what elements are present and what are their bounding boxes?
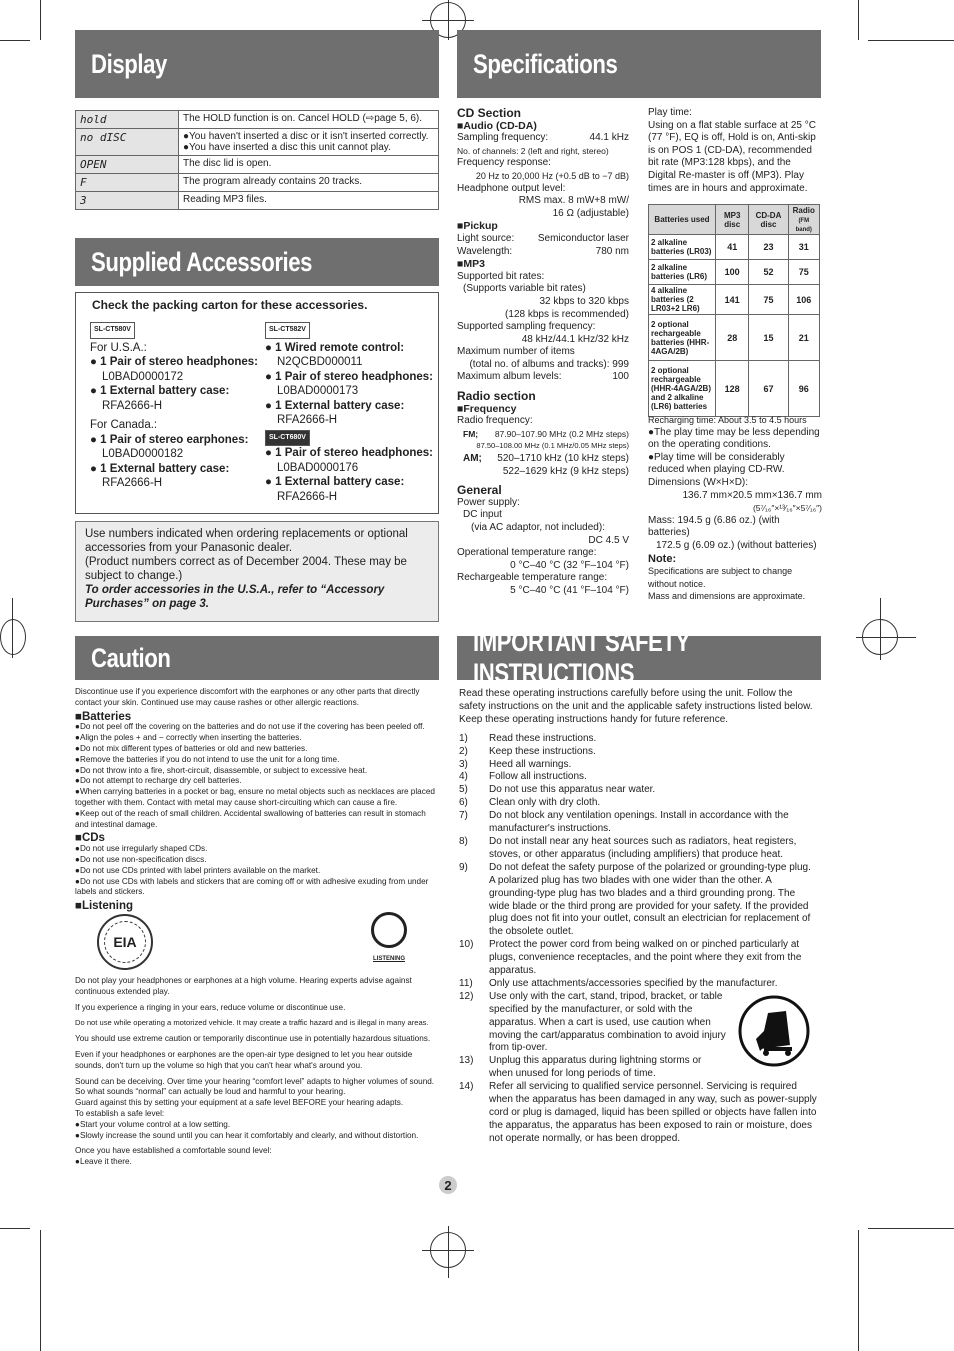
list-item: 5) Do not use this apparatus near water. <box>459 784 656 796</box>
safety-section <box>459 688 817 1146</box>
specifications-banner <box>457 30 821 98</box>
eia-logo <box>97 914 153 970</box>
region-canada: For Canada.: <box>90 419 158 431</box>
spec-text: Note: <box>648 552 677 565</box>
spec-text: ●Play time will be considerably reduced when playing CD-RW. <box>648 451 785 476</box>
accessory-item: ● 1 External battery case: <box>265 476 405 488</box>
table-row: 2 alkaline batteries (LR6) 100 52 75 <box>649 260 820 285</box>
spec-text: 0 °C–40 °C (32 °F–104 °F) <box>510 559 629 571</box>
page-number: 2 <box>439 1176 457 1194</box>
spec-text: (total no. of albums and tracks): 999 <box>469 358 629 370</box>
spec-row: Wavelength: 780 nm <box>457 245 629 257</box>
accessory-code: L0BAD0000176 <box>277 461 359 474</box>
list-item: ●When carrying batteries in a pocket or bag, ensure no metal objects such as necklaces are placed together with them. Contact with metal may cause short-circuiting which can cause a fire. <box>75 787 435 807</box>
list-item: ●Slowly increase the sound until you can hear it comfortably and clearly, and without distortion. <box>75 1130 419 1140</box>
table-row <box>76 156 439 174</box>
list-item: ●Start your volume control at a low setting. <box>75 1119 231 1129</box>
crop-mark <box>868 40 954 41</box>
crop-mark <box>858 1230 859 1351</box>
spec-heading: Radio section <box>457 389 536 404</box>
accessory-item: ● 1 Pair of stereo headphones: <box>90 356 259 368</box>
display-text: The disc lid is open. <box>179 156 439 174</box>
accessory-item: ● 1 Pair of stereo headphones: <box>265 370 434 383</box>
caution-text: If you experience a ringing in your ears, reduce volume or discontinue use. <box>75 1002 346 1012</box>
list-item: ●Do not mix different types of batteries or old and new batteries. <box>75 743 308 753</box>
crop-mark <box>0 40 30 41</box>
specs-col-2-bottom <box>648 414 822 603</box>
spec-heading: General <box>457 483 502 498</box>
spec-text: 5 °C–40 °C (41 °F–104 °F) <box>510 584 629 596</box>
note-text: To order accessories in the U.S.A., refer to “Accessory Purchases” on page 3. <box>85 584 385 610</box>
accessory-item: ● 1 External battery case: <box>90 385 230 397</box>
spec-text: (5⁷⁄₁₆″×¹³⁄₁₆″×5⁷⁄₁₆″) <box>752 503 822 514</box>
accessories-title: Supplied Accessories <box>91 246 313 277</box>
list-item: 4) Follow all instructions. <box>459 771 587 783</box>
accessory-code: RFA2666-H <box>102 399 163 412</box>
spec-subheading: ■Audio (CD-DA) <box>457 119 537 132</box>
crop-mark <box>40 1230 41 1351</box>
accessory-code: L0BAD0000172 <box>102 370 184 383</box>
registration-mark <box>880 598 881 660</box>
spec-text: DC 4.5 V <box>588 534 629 546</box>
column-header: Radio (FM band) <box>788 205 819 235</box>
table-row <box>76 129 439 156</box>
specs-col-2 <box>648 107 820 195</box>
spec-text: Mass: 194.5 g (6.86 oz.) (with batteries) <box>648 514 780 539</box>
accessories-note <box>75 521 439 622</box>
column-header: MP3 disc <box>716 205 749 235</box>
spec-text: Using on a flat stable surface at 25 °C (77 °F), EQ is off, Hold is on, Anti-skip is on POS 1 (CD-DA), recommended bit rate (MP3:128 kbps), and the Digital Re-master is off (MP3). Play times are in hours and approximate. <box>648 119 816 194</box>
display-text: ●You haven't inserted a disc or it isn't inserted correctly. ●You have inserted a disc this unit cannot play. <box>179 129 439 156</box>
note-text: (Product numbers correct as of December 2004. These may be subject to change.) <box>85 556 407 582</box>
list-item: ●Keep out of the reach of small children. Accidental swallowing of batteries can result in stomach and intestinal damage. <box>75 808 426 829</box>
list-item: 3) Heed all warnings. <box>459 758 572 770</box>
accessory-code: L0BAD0000182 <box>102 448 184 460</box>
accessory-item: ● 1 Pair of stereo headphones: <box>265 447 434 459</box>
spec-text: 87.50–108.00 MHz (0.1 MHz/0.05 MHz steps) <box>476 441 629 451</box>
list-item: 7) Do not block any ventilation openings. Install in accordance with the manufacturer's instructions. <box>459 810 789 835</box>
table-row: 2 optional rechargeable (HHR-4AGA/2B) and 2 alkaline (LR6) batteries 128 67 96 <box>649 361 820 417</box>
column-header: CD-DA disc <box>749 205 788 235</box>
column-header: Batteries used <box>649 205 716 235</box>
spec-row: Light source: Semiconductor laser <box>457 232 629 244</box>
caution-banner <box>75 636 439 680</box>
accessories-col-right <box>265 321 437 504</box>
spec-heading: CD Section <box>457 106 522 120</box>
accessory-code: L0BAD0000173 <box>277 385 359 397</box>
spec-text: (128 kbps is recommended) <box>505 308 629 320</box>
spec-text: Frequency response: <box>457 157 551 169</box>
list-item: ●Remove the batteries if you do not intend to use the unit for a long time. <box>75 754 340 764</box>
display-code: F <box>76 174 179 192</box>
eia-logo-text: EIA <box>113 933 137 950</box>
spec-text: Power supply: <box>457 496 520 508</box>
list-item: 11) Only use attachments/accessories specified by the manufacturer. <box>459 977 778 989</box>
accessories-banner <box>75 238 439 286</box>
spec-text: 136.7 mm×20.5 mm×136.7 mm <box>682 489 822 501</box>
list-item: 10) Protect the power cord from being walked on or pinched particularly at plugs, convenience receptacles, and the point where they exit from the apparatus. <box>459 939 802 977</box>
table-header-row <box>649 205 820 235</box>
list-item: ●Do not attempt to recharge dry cell batteries. <box>75 776 242 786</box>
spec-row: Maximum album levels: 100 <box>457 371 629 383</box>
spec-text: Supported sampling frequency: <box>457 321 596 333</box>
display-code: no dISC <box>76 129 179 156</box>
crop-mark <box>868 1228 954 1229</box>
spec-text: 20 Hz to 20,000 Hz (+0.5 dB to −7 dB) <box>475 170 629 181</box>
spec-subheading: ■MP3 <box>457 258 485 271</box>
caution-text: Even if your headphones or earphones are the open-air type designed to let you hear outside sounds, don't turn up the volume so high that you can't hear what's around you. <box>75 1049 413 1070</box>
caution-text: To establish a safe level: <box>75 1108 165 1118</box>
listening-logo <box>367 912 411 972</box>
list-item: 8) Do not install near any heat sources such as radiators, heat registers, stoves, or other apparatus (including amplifiers) that produce heat. <box>459 835 797 860</box>
spec-row: Sampling frequency: 44.1 kHz <box>457 132 629 144</box>
list-item: 2) Keep these instructions. <box>459 745 596 757</box>
spec-text: RMS max. 8 mW+8 mW/ <box>518 195 629 207</box>
spec-text: 16 Ω (adjustable) <box>552 207 629 219</box>
table-row <box>76 192 439 210</box>
display-code: hold <box>76 111 179 129</box>
registration-mark <box>12 598 13 658</box>
accessory-code: RFA2666-H <box>277 490 338 503</box>
caution-subheading: ■Batteries <box>75 710 132 723</box>
crop-mark <box>0 1228 30 1229</box>
registration-mark <box>0 619 26 655</box>
spec-subheading: ■Pickup <box>457 220 498 233</box>
caution-subheading: ■CDs <box>75 832 105 845</box>
safety-title: IMPORTANT SAFETY INSTRUCTIONS <box>473 627 690 688</box>
model-tag: SL-CT582V <box>265 322 310 339</box>
caution-text: Sound can be deceiving. Over time your hearing “comfort level” adapts to higher volumes of sound. So what sounds “normal” can actually be loud and harmful to your hearing. <box>75 1076 435 1097</box>
accessory-item: ● 1 External battery case: <box>90 462 230 475</box>
accessory-code: RFA2666-H <box>102 477 163 489</box>
display-text: The HOLD function is on. Cancel HOLD (⇨page 5, 6). <box>179 111 439 129</box>
spec-text: 32 kbps to 320 kbps <box>539 295 629 307</box>
list-item: 13) Unplug this apparatus during lightning storms or when unused for long periods of time. <box>459 1055 702 1080</box>
display-text: The program already contains 20 tracks. <box>179 174 439 192</box>
list-item: ●Do not use CDs with labels and stickers that are coming off or with adhesive exuding from under labels and stickers. <box>75 876 429 897</box>
caution-subheading: ■Listening <box>75 900 134 913</box>
list-item: 9) Do not defeat the safety purpose of the polarized or grounding-type plug. A polarized plug has two blades with one wider than the other. A grounding-type plug has two blades and a third grounding prong. The wide blade or the third prong are provided for your safety. If the provided plug does not fit into your outlet, consult an electrician for replacement of the obsolete outlet. <box>459 861 811 938</box>
accessory-code: N2QCBD000011 <box>277 356 363 368</box>
listening-logo-text: LISTENING <box>372 955 405 962</box>
display-table <box>75 110 439 210</box>
accessories-col-left <box>90 321 270 491</box>
spec-row: AM; 520–1710 kHz (10 kHz steps) <box>463 453 629 465</box>
caution-title: Caution <box>91 642 171 673</box>
crop-mark <box>858 0 859 40</box>
table-row <box>76 174 439 192</box>
spec-text: Supported bit rates: <box>457 270 545 282</box>
table-row: 4 alkaline batteries (2 LR03+2 LR6) 141 75 106 <box>649 285 820 315</box>
specs-col-1 <box>457 107 629 598</box>
list-item: ●Do not peel off the covering on the batteries and do not use if the covering has been peeled off. <box>75 722 425 732</box>
safety-banner <box>457 627 821 688</box>
accessory-item: ● 1 External battery case: <box>265 399 405 412</box>
list-item: 14) Refer all servicing to qualified service personnel. Servicing is required when the apparatus has been damaged in any way, such as power-supply cord or plug is damaged, liquid has been spilled or objects have fallen into the apparatus, the apparatus has been exposed to rain or moisture, does not operate normally, or has been dropped. <box>459 1081 817 1144</box>
display-text: Reading MP3 files. <box>179 192 439 210</box>
caution-text: Do not use while operating a motorized vehicle. It may create a traffic hazard and is illegal in many areas. <box>75 1018 429 1028</box>
registration-mark <box>856 637 916 638</box>
spec-text: ●The play time may be less depending on the operating conditions. <box>648 426 820 451</box>
list-item: ●Do not use CDs printed with label printers available on the market. <box>75 865 321 875</box>
list-item: ●Leave it there. <box>75 1157 132 1167</box>
display-title: Display <box>91 48 167 79</box>
accessories-box <box>75 292 439 514</box>
spec-text: Operational temperature range: <box>457 547 597 559</box>
accessories-heading: Check the packing carton for these accessories. <box>92 298 368 312</box>
spec-row: FM; 87.90–107.90 MHz (0.2 MHz steps) <box>463 428 629 439</box>
spec-text: 172.5 g (6.09 oz.) (without batteries) <box>656 539 817 551</box>
battery-table <box>648 204 820 417</box>
spec-text: Dimensions (W×H×D): <box>648 476 749 488</box>
crop-mark <box>40 0 41 40</box>
table-row: 2 alkaline batteries (LR03) 41 23 31 <box>649 235 820 260</box>
cart-tipover-icon <box>738 995 810 1067</box>
list-item: ●Do not use irregularly shaped CDs. <box>75 844 208 854</box>
list-item: 1) Read these instructions. <box>459 732 597 744</box>
spec-text: 522–1629 kHz (9 kHz steps) <box>502 465 629 477</box>
display-code: 3 <box>76 192 179 210</box>
accessory-item: ● 1 Wired remote control: <box>265 341 405 354</box>
caution-section <box>75 687 439 1168</box>
caution-text: Guard against this by setting your equipment at a safe level BEFORE your hearing adapts. <box>75 1098 404 1108</box>
spec-subheading: ■Frequency <box>457 402 517 415</box>
registration-mark <box>448 0 449 40</box>
list-item: ●Do not use non-specification discs. <box>75 854 207 864</box>
model-tag: SL-CT580V <box>90 322 135 339</box>
spec-text: DC input <box>463 509 502 521</box>
list-item: 6) Clean only with dry cloth. <box>459 797 601 809</box>
caution-text: Once you have established a comfortable sound level: <box>75 1146 272 1156</box>
spec-text: Radio frequency: <box>457 415 533 427</box>
display-code: OPEN <box>76 156 179 174</box>
caution-text: Do not play your headphones or earphones at a high volume. Hearing experts advise against continuous extended play. <box>75 975 412 996</box>
spec-text: Specifications are subject to change without notice. <box>648 566 793 589</box>
spec-text: Rechargeable temperature range: <box>457 572 608 584</box>
table-row <box>76 111 439 129</box>
model-tag: SL-CT680V <box>265 430 310 447</box>
accessory-item: ● 1 Pair of stereo earphones: <box>90 433 249 446</box>
registration-mark <box>448 1226 449 1278</box>
spec-text: (Supports variable bit rates) <box>463 283 586 295</box>
caution-intro: Discontinue use if you experience discomfort with the earphones or any other parts that directly contact your skin. Continued use may cause rashes or other allergic reactions. <box>75 687 420 707</box>
display-banner <box>75 30 439 98</box>
spec-text: 48 kHz/44.1 kHz/32 kHz <box>521 333 629 345</box>
spec-text: Maximum number of items <box>457 346 575 358</box>
spec-text: Play time: <box>648 107 692 118</box>
spec-text: Headphone output level: <box>457 182 566 194</box>
spec-text: No. of channels: 2 (left and right, stereo) <box>457 145 609 156</box>
caution-text: You should use extreme caution or temporarily discontinue use in potentially hazardous situations. <box>75 1034 431 1044</box>
spec-text: (via AC adaptor, not included): <box>471 522 605 533</box>
list-item: ●Do not throw into a fire, short-circuit, disassemble, or subject to excessive heat. <box>75 765 368 775</box>
specifications-title: Specifications <box>473 48 618 79</box>
safety-intro: Read these operating instructions carefully before using the unit. Follow the safety instructions on the unit and the applicable safety instructions listed below. Keep these operating instructions handy for future reference. <box>459 688 813 725</box>
spec-text: Recharging time: About 3.5 to 4.5 hours <box>648 415 807 425</box>
region-usa: For U.S.A.: <box>90 341 147 354</box>
table-row: 2 optional rechargeable batteries (HHR-4AGA/2B) 28 15 21 <box>649 315 820 361</box>
list-item: ●Align the poles + and − correctly when inserting the batteries. <box>75 733 302 743</box>
list-item: 12) Use only with the cart, stand, tripod, bracket, or table specified by the manufacturer, or sold with the apparatus. When a cart is used, use caution when moving the cart/apparatus combination to avoid injury from tip-over. <box>459 990 726 1054</box>
logo-row <box>75 912 439 976</box>
accessory-code: RFA2666-H <box>277 414 338 426</box>
note-text: Use numbers indicated when ordering replacements or optional accessories from your Panasonic dealer. <box>85 528 408 554</box>
spec-text: Mass and dimensions are approximate. <box>648 591 806 602</box>
